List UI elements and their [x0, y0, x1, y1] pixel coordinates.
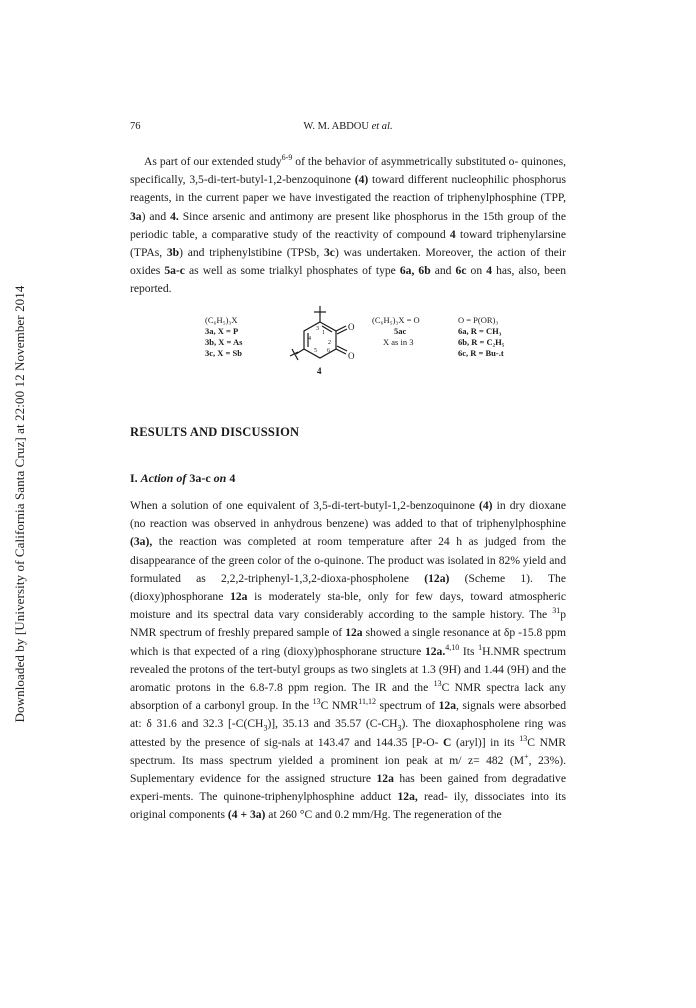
body-text: is moderately sta-ble, only for few days, toward atmospheric moisture and its spectral data vary considerably according to the sample history. The: [130, 590, 566, 622]
quinone-structure: [290, 306, 347, 360]
scheme-col1-line: 3b, X = As: [205, 337, 243, 347]
intro-text: and: [430, 264, 456, 278]
body-text: spectrum of: [375, 699, 439, 713]
body-text: p NMR spectrum of freshly prepared sample of: [130, 608, 566, 640]
intro-bold-text: 5a-c: [164, 264, 185, 278]
body-sup: 11,12: [358, 697, 376, 707]
ring-numbers: [308, 326, 331, 354]
scheme-col3-line: X as in 3: [383, 337, 414, 347]
body-text: ). The dioxaphospholene ring was attested by the presence of sig-nals at 143.47 and 144.35 [P-O-: [130, 717, 566, 749]
ring-number: 1: [322, 330, 325, 336]
body-paragraph: [130, 497, 566, 825]
scheme-col3-line: (C₆H₅)₃X = O: [372, 315, 420, 325]
intro-sup: 6-9: [281, 153, 293, 163]
body-sup: 13: [519, 733, 528, 743]
intro-text: on: [466, 264, 487, 278]
running-head-authors: W. M. ABDOU: [303, 121, 369, 132]
scheme-col4-line: 6c, R = Bu-.t: [458, 348, 504, 358]
quinone-labels: [317, 322, 355, 376]
subsection-title: Action of: [140, 471, 187, 485]
body-text: C NMR spectrum. Its mass spectrum yielded a prominent ion peak at m/ z= 482 (M: [130, 735, 566, 767]
intro-bold-text: 6a, 6b: [399, 264, 431, 278]
body-text: , 23%). Suplementary evidence for the assigned structure: [130, 753, 566, 786]
subsection-on: on: [213, 471, 227, 485]
body-text: showed a single resonance at δp -15.8 ppm which is that expected of a ring (dioxy)phosphorane structure: [130, 626, 566, 658]
body-bold-text: (12a): [424, 571, 450, 585]
subsection-compounds: 3a-c: [189, 471, 211, 485]
tbutyl-bond: [296, 349, 304, 354]
body-text: has been gained from degradative experi-ments. The quinone-triphenylphosphine adduct: [130, 772, 566, 804]
intro-text: ) and: [141, 209, 171, 223]
body-sub: 3: [263, 723, 268, 733]
carbonyl-bottom: [337, 346, 347, 351]
body-bold-text: 12a,: [397, 790, 418, 804]
body-bold-text: 12a: [230, 590, 248, 604]
body-sup: 4,10: [445, 642, 460, 652]
intro-text: has, also, been reported.: [130, 264, 567, 296]
body-text: (aryl)] in its: [451, 735, 520, 749]
subsection-heading: [130, 471, 235, 486]
intro-bold-text: 4: [486, 264, 493, 278]
intro-bold-text: 6c: [455, 264, 467, 278]
intro-text: toward different nucleophilic phosphorus reagents, in the current paper we have investigated the reaction of triphenylphosphine (TPP,: [130, 173, 566, 205]
body-text: When a solution of one equivalent of 3,5-di-tert-butyl-1,2-benzoquinone: [130, 499, 479, 512]
compound-label: 4: [317, 366, 322, 376]
page-number: 76: [130, 121, 141, 132]
intro-text: as well as some trialkyl phosphates of type: [184, 264, 400, 278]
scheme-col-phosphates: [458, 315, 505, 358]
running-head-etal: et al.: [371, 121, 393, 132]
ring-number: 3: [316, 326, 319, 332]
body-sup: 13: [433, 679, 442, 689]
scheme-col1-line: 3c, X = Sb: [205, 348, 242, 358]
body-text: C NMR spectra lack any absorption of a carbonyl group. In the: [130, 681, 566, 713]
body-text: the reaction was completed at room temperature after 24 h as judged from the disappearance of the green color of the o-quinone. The product was isolated in 82% yield and formulated as 2,2,2-triphenyl-1,3,2-dioxa-phospholene: [130, 535, 566, 585]
body-sub: 3: [397, 723, 402, 733]
running-head: [130, 121, 566, 132]
intro-text: As part of our extended study: [144, 155, 282, 168]
body-text: at 260 °C and 0.2 mm/Hg. The regeneration of the: [265, 808, 502, 822]
download-notice: Downloaded by [University of California Santa Cruz] at 22:00 12 November 2014: [12, 285, 27, 723]
intro-text: ) was undertaken. Moreover, the action of their oxides: [130, 246, 566, 278]
scheme-col4-line: O = P(OR)₃: [458, 315, 499, 325]
body-sup: 31: [552, 606, 561, 616]
body-bold-text: (4 + 3a): [227, 808, 266, 822]
subsection-target: 4: [229, 471, 236, 485]
tbutyl-left: [292, 349, 298, 360]
body-text: read- ily, dissociates into its original components: [130, 790, 566, 822]
body-sup: 1: [478, 642, 483, 652]
body-bold-text: 12a: [345, 626, 363, 640]
body-bold-text: 12a.: [424, 644, 446, 658]
intro-bold-text: 4.: [170, 209, 179, 223]
intro-bold-text: 3a: [130, 209, 142, 223]
body-bold-text: C: [443, 735, 452, 749]
intro-bold-text: 3c: [324, 246, 335, 260]
section-heading: RESULTS AND DISCUSSION: [130, 425, 300, 439]
scheme-col3-line: 5ac: [394, 326, 407, 336]
body-text: H.NMR spectrum revealed the protons of the tert-butyl groups as two singlets at 1.3 (9H) and 1.44 (9H) and the aromatic protons in the 6.8-7.8 ppm region. The IR and the: [130, 644, 566, 695]
subsection-number: I.: [130, 471, 138, 485]
body-text: (Scheme 1). The (dioxy)phosphorane: [130, 571, 566, 604]
ring-number: 2: [328, 340, 331, 346]
oxygen-bottom-label: O: [348, 351, 355, 361]
ring-number: 5: [314, 348, 317, 354]
scheme-col-oxides: [372, 315, 420, 347]
intro-paragraph: [130, 153, 566, 299]
carbonyl-bottom: [336, 349, 346, 354]
intro-text: ) and triphenylstibine (TPSb,: [179, 246, 324, 260]
body-text: in dry dioxane (no reaction was observed in anhydrous benzene) was added to that of triphenylphosphine: [130, 499, 566, 531]
scheme-col4-line: 6b, R = C₂H₅: [458, 337, 505, 347]
ring-double-bond: [322, 326, 332, 332]
intro-text: toward triphenylarsine (TPAs,: [130, 227, 566, 260]
body-text: C NMR: [320, 699, 359, 713]
tbutyl-left: [290, 352, 298, 356]
body-bold-text: (3a),: [130, 535, 153, 549]
scheme-col-triphenyl: [205, 315, 243, 358]
scheme-col1-line: (C₆H₅)₃X: [205, 315, 238, 325]
intro-bold-text: (4): [354, 173, 369, 187]
carbonyl-top: [336, 326, 346, 331]
body-sup: +: [524, 751, 529, 761]
intro-bold-text: 3b: [166, 246, 180, 260]
scheme-col4-line: 6a, R = CH₃: [458, 326, 502, 336]
quinone-ring: [304, 322, 336, 358]
carbonyl-top: [337, 329, 347, 334]
ring-number: 6: [327, 348, 330, 354]
ring-number: 4: [308, 336, 311, 342]
body-bold-text: 12a: [376, 772, 394, 786]
body-bold-text: 12a: [438, 699, 457, 713]
intro-bold-text: 4: [449, 227, 456, 241]
body-sup: 13: [312, 697, 321, 707]
body-text: Its: [459, 644, 479, 658]
body-text: , signals were absorbed at: δ 31.6 and 32.3 [-C(CH: [130, 699, 566, 731]
body-bold-text: (4): [478, 499, 493, 512]
body-text: )], 35.13 and 35.57 (C-CH: [267, 717, 398, 731]
intro-text: Since arsenic and antimony are present like phosphorus in the 15th group of the periodic table, a comparative study of the reactivity of compound: [130, 209, 567, 241]
scheme-col1-line: 3a, X = P: [205, 326, 239, 336]
oxygen-top-label: O: [348, 322, 355, 332]
intro-text: of the behavior of asymmetrically substituted o- quinones, specifically, 3,5-di-tert-butyl-1,2-benzoquinone: [130, 155, 567, 187]
